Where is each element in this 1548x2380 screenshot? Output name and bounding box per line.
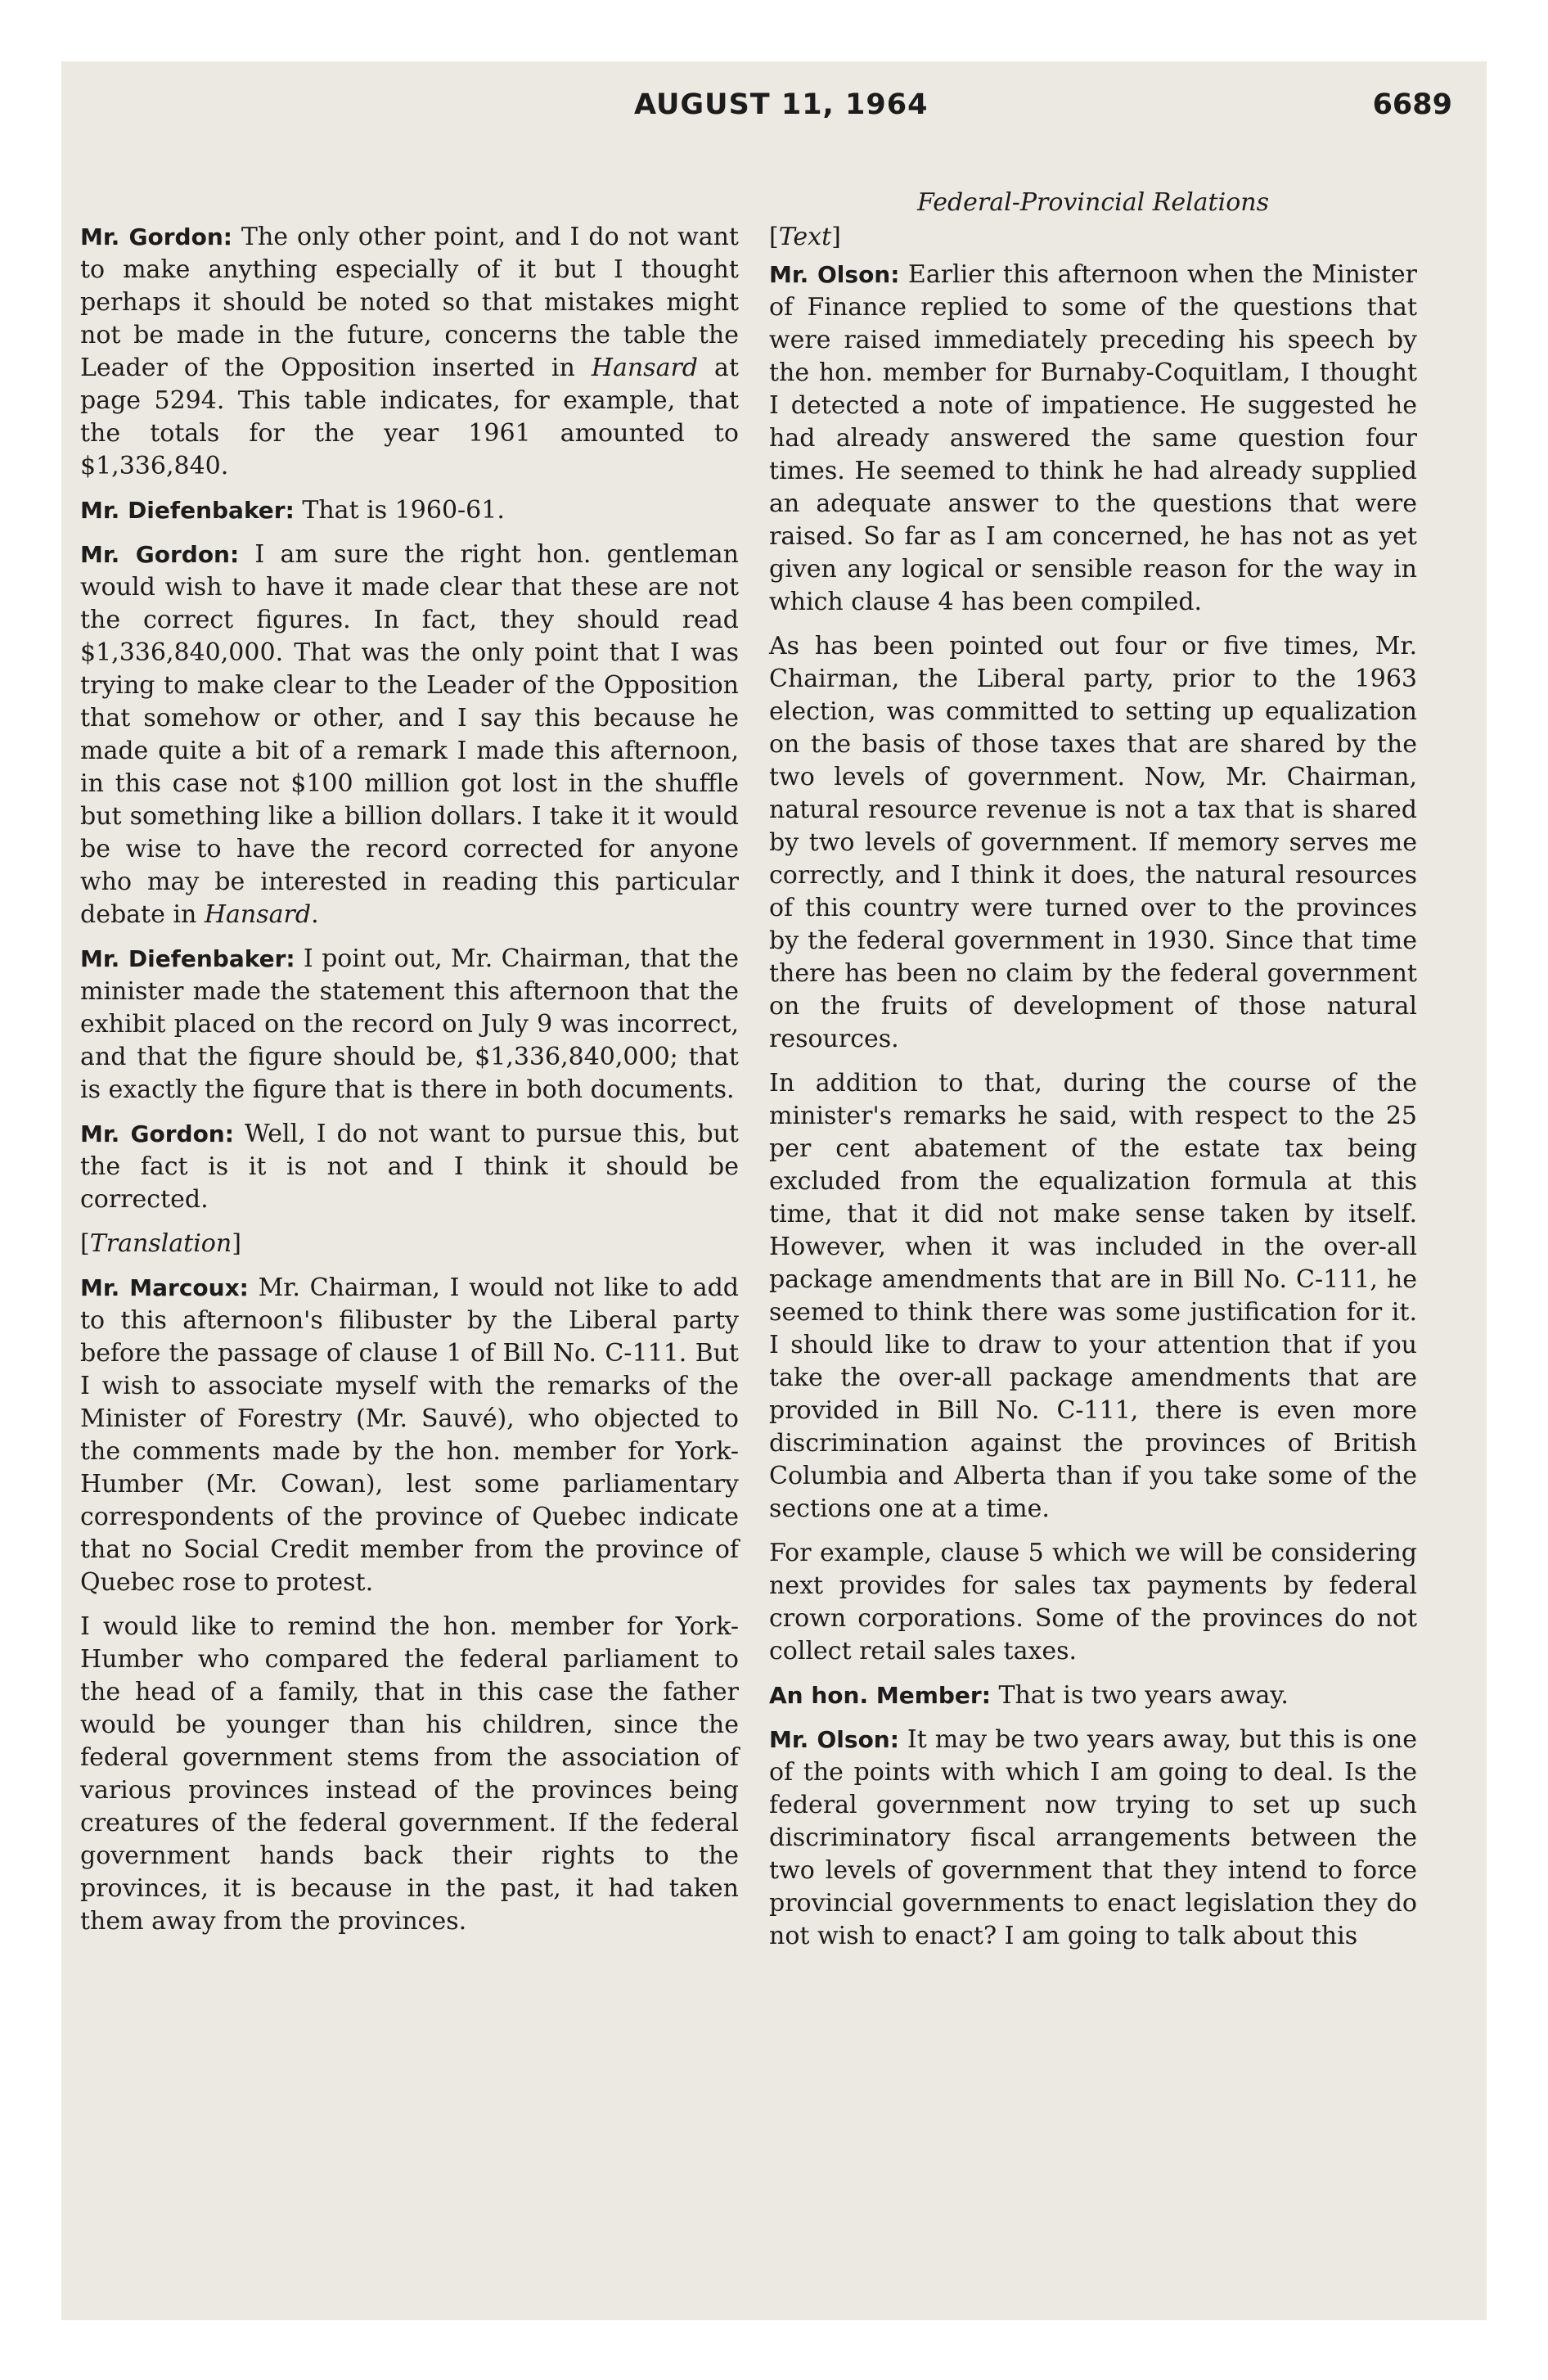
paragraph: [80, 1611, 739, 1938]
paragraph-text: For example, clause 5 which we will be considering next provides for sales tax payments by federal crown corporations. Some of the provinces do not collect retail sales taxes.: [769, 1539, 1417, 1666]
section-tag: [80, 1228, 739, 1260]
page-header: [634, 88, 1452, 137]
paragraph-text: I point out, Mr. Chairman, that the minister made the statement this afternoon that the exhibit placed on the record on July 9 was incorrect, and that the figure should be, $1,336,840,000; that is exactly the figure that is there in both documents.: [80, 944, 739, 1104]
paragraph-text: Well, I do not want to pursue this, but the fact is it is not and I think it should be corrected.: [80, 1120, 739, 1214]
paragraph: [80, 494, 739, 527]
speaker-name: An hon. Member:: [769, 1682, 991, 1709]
translation-tag: Translation: [89, 1229, 232, 1258]
header-date: AUGUST 11, 1964: [634, 88, 929, 121]
speaker-name: Mr. Gordon:: [80, 541, 240, 568]
paragraph-text: In addition to that, during the course of the minister's remarks he said, with respect to the 25 per cent abatement of the estate tax being excluded from the equalization formula at this time, that it did not make sense taken by itself. However, when it was included in the over-all package amendments that are in Bill No. C-111, he seemed to think there was some justification for it. I should like to draw to your attention that if you take the over-all package amendments that are provided in Bill No. C-111, there is even more discrimination against the provinces of British Columbia and Alberta than if you take some of the sections one at a time.: [769, 1069, 1417, 1523]
paragraph: [769, 259, 1417, 619]
paragraph-text: .: [311, 900, 319, 929]
speaker-name: Mr. Gordon:: [80, 1120, 234, 1147]
italic-text: Hansard: [591, 354, 699, 382]
speaker-name: Mr. Diefenbaker:: [80, 945, 295, 972]
paragraph: [769, 1724, 1417, 1953]
right-column: [769, 221, 1417, 1964]
bracket: [: [80, 1229, 90, 1258]
paragraph: [769, 1679, 1417, 1712]
paragraph-text: That is 1960-61.: [294, 496, 505, 525]
italic-text: Hansard: [204, 900, 312, 929]
bracket: ]: [831, 223, 841, 251]
left-column: [80, 221, 739, 1950]
paragraph-text: Mr. Chairman, I would not like to add to this afternoon's filibuster by the Liberal party before the passage of clause 1 of Bill No. C-111. But I wish to associate myself with the remarks of the Minister of Forestry (Mr. Sauvé), who objected to the comments made by the hon. member for York-Humber (Mr. Cowan), lest some parliamentary correspondents of the province of Quebec indicate that no Social Credit member from the province of Quebec rose to protest.: [80, 1273, 740, 1597]
section-tag: [769, 221, 1417, 254]
paragraph: [80, 221, 739, 483]
bracket: [: [769, 223, 779, 251]
text-tag: Text: [778, 223, 832, 251]
paragraph-text: Earlier this afternoon when the Minister of Finance replied to some of the questions that were raised immediately preceding his speech by the hon. member for Burnaby-Coquitlam, I thought I detected a note of impatience. He suggested he had already answered the same question four times. He seemed to think he had already supplied an adequate answer to the questions that were raised. So far as I am concerned, he has not as yet given any logical or sensible reason for the way in which clause 4 has been compiled.: [769, 260, 1417, 616]
paragraph: [80, 1118, 739, 1216]
paragraph-text: The only other point, and I do not want to make anything especially of it but I thought perhaps it should be noted so that mistakes might not be made in the future, concerns the table the Leader of the Opposition inserted in: [80, 223, 739, 382]
paragraph: [769, 1537, 1417, 1668]
speaker-name: Mr. Marcoux:: [80, 1274, 249, 1301]
paragraph-text: It may be two years away, but this is one of the points with which I am going to deal. Is the federal government now trying to set up such discriminatory fiscal arrangements between the two levels of government that they intend to force provincial governments to enact legislation they do not wish to enact? I am going to talk about this: [769, 1725, 1418, 1950]
paragraph: [80, 943, 739, 1107]
paragraph-text: I would like to remind the hon. member for York-Humber who compared the federal parliament to the head of a family, that in this case the father would be younger than his children, since the federal government stems from the association of various provinces instead of the provinces being creatures of the federal government. If the federal government hands back their rights to the provinces, it is because in the past, it had taken them away from the provinces.: [80, 1612, 739, 1936]
speaker-name: Mr. Olson:: [769, 261, 900, 288]
paragraph-text: at page 5294. This table indicates, for example, that the totals for the year 1961 amounted to $1,336,840.: [80, 354, 739, 480]
paragraph-text: As has been pointed out four or five times, Mr. Chairman, the Liberal party, prior to the 1963 election, was committed to setting up equalization on the basis of those taxes that are shared by the two levels of government. Now, Mr. Chairman, natural resource revenue is not a tax that is shared by two levels of government. If memory serves me correctly, and I think it does, the natural resources of this country were turned over to the provinces by the federal government in 1930. Since that time there has been no claim by the federal government on the fruits of development of those natural resources.: [769, 632, 1417, 1053]
speaker-name: Mr. Olson:: [769, 1726, 899, 1753]
speaker-name: Mr. Diefenbaker:: [80, 497, 295, 524]
page-number: 6689: [1372, 88, 1452, 121]
bracket: ]: [232, 1229, 241, 1258]
paragraph: [769, 1067, 1417, 1526]
paragraph-text: I am sure the right hon. gentleman would wish to have it made clear that these are not the correct figures. In fact, they should read $1,336,840,000. That was the only point that I was trying to make clear to the Leader of the Opposition that somehow or other, and I say this because he made quite a bit of a remark I made this afternoon, in this case not $100 million got lost in the shuffle but something like a billion dollars. I take it it would be wise to have the record corrected for anyone who may be interested in reading this particular debate in: [80, 540, 739, 929]
paragraph: [80, 1272, 739, 1599]
running-title: Federal-Provincial Relations: [917, 188, 1269, 217]
paragraph: [769, 630, 1417, 1056]
speaker-name: Mr. Gordon:: [80, 223, 232, 250]
paragraph: [80, 539, 739, 931]
paragraph-text: That is two years away.: [990, 1681, 1289, 1710]
